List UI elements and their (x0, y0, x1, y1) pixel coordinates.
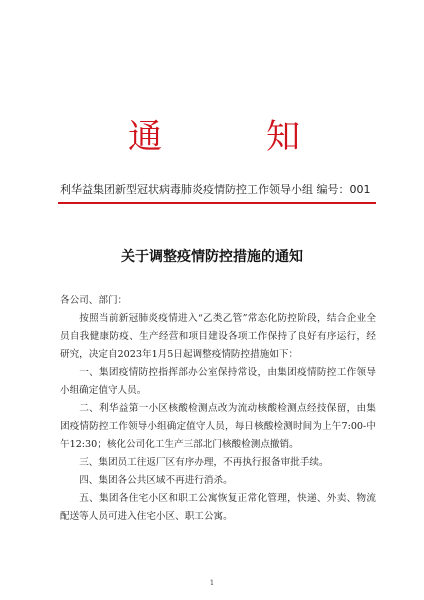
notice-header-title (0, 112, 424, 162)
body-paragraph-item-2: 二、利华益第一小区核酸检测点改为流动核酸检测点经技保留，由集团疫情防控工作领导小组确定值守人员，每日核酸检测时间为上午7:00-中午12:30；核化公司化工生产三部北门核酸检测点撤销。 (60, 403, 376, 450)
body-paragraph-item-4: 四、集团各公共区域不再进行消杀。 (79, 475, 233, 486)
red-divider-rule (58, 202, 376, 204)
document-body (60, 292, 376, 526)
body-paragraph-item-1: 一、集团疫情防控指挥部办公室保持常设，由集团疫情防控工作领导小组确定值守人员。 (60, 367, 376, 396)
notice-header-char-2: 知 (266, 117, 300, 157)
document-title: 关于调整疫情防控措施的通知 (121, 249, 303, 265)
page-number: 1 (209, 579, 215, 587)
salutation: 各公司、部门： (60, 295, 128, 306)
body-paragraph-intro: 按照当前新冠肺炎疫情进入“乙类乙管”常态化防控阶段，结合企业全员自我健康防疫、生产经营和项目建设各项工作保持了良好有序运行，经研究，决定自2023年1月5日起调整疫情防控措施如下： (60, 313, 376, 360)
body-paragraph-item-5: 五、集团各住宅小区和职工公寓恢复正常化管理，快递、外卖、物流配送等人员可进入住宅小区、职工公寓。 (60, 493, 376, 522)
notice-header-char-1: 通 (128, 117, 162, 157)
body-paragraph-item-3: 三、集团员工往返厂区有序办理，不再执行报备审批手续。 (79, 457, 329, 468)
issuing-organization-line: 利华益集团新型冠状病毒肺炎疫情防控工作领导小组 编号：001 (60, 183, 371, 196)
